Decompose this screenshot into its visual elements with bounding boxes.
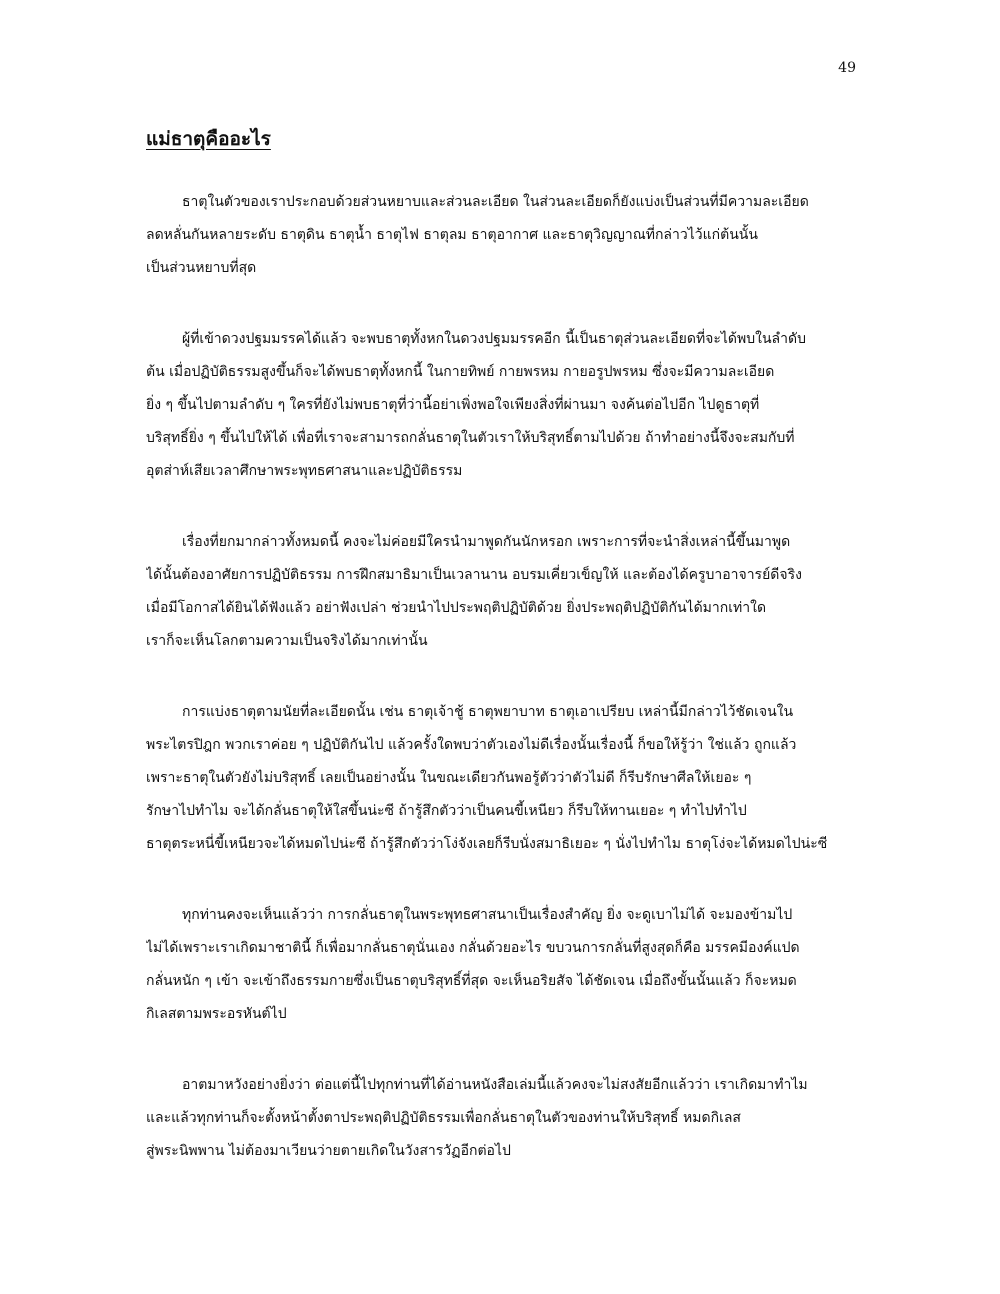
paragraph-line: กลั่นหนัก ๆ เข้า จะเข้าถึงธรรมกายซึ่งเป็นธาตุบริสุทธิ์ที่สุด จะเห็นอริยสัจ ได้ชัดเจน เมื่อถึงขั้นนั้นแล้ว ก็จะหมด [146,973,797,989]
paragraph-line: ธาตุในตัวของเราประกอบด้วยส่วนหยาบและส่วนละเอียด ในส่วนละเอียดก็ยังแบ่งเป็นส่วนที่มีความละเอียด [182,194,809,210]
paragraph-line: กิเลสตามพระอรหันต์ไป [146,1006,287,1022]
paragraph-line: ทุกท่านคงจะเห็นแล้วว่า การกลั่นธาตุในพระพุทธศาสนาเป็นเรื่องสำคัญ ยิ่ง จะดูเบาไม่ได้ จะมองข้ามไป [182,907,793,923]
paragraph-line: บริสุทธิ์ยิ่ง ๆ ขึ้นไปให้ได้ เพื่อที่เราจะสามารถกลั่นธาตุในตัวเราให้บริสุทธิ์ตามไปด้วย ถ้าทำอย่างนี้จึงจะสมกับที่ [146,430,795,446]
paragraph-line: เรื่องที่ยกมากล่าวทั้งหมดนี้ คงจะไม่ค่อยมีใครนำมาพูดกันนักหรอก เพราะการที่จะนำสิ่งเหล่านี้ขึ้นมาพูด [182,534,791,550]
paragraph-line: ได้นั้นต้องอาศัยการปฏิบัติธรรม การฝึกสมาธิมาเป็นเวลานาน อบรมเคี่ยวเข็ญให้ และต้องได้ครูบาอาจารย์ดีจริง [146,567,802,583]
paragraph-line: อาตมาหวังอย่างยิ่งว่า ต่อแต่นี้ไปทุกท่านที่ได้อ่านหนังสือเล่มนี้แล้วคงจะไม่สงสัยอีกแล้วว่า เราเกิดมาทำไม [182,1077,808,1093]
paragraph-2 [146,323,854,488]
paragraph-line: รักษาไปทำไม จะได้กลั่นธาตุให้ใสขึ้นน่ะซี ถ้ารู้สึกตัวว่าเป็นคนขี้เหนียว ก็รีบให้ทานเยอะ ๆ ทำไปทำไป [146,803,747,819]
paragraph-line: เราก็จะเห็นโลกตามความเป็นจริงได้มากเท่านั้น [146,633,428,649]
paragraph-line: พระไตรปิฎก พวกเราค่อย ๆ ปฏิบัติกันไป แล้วครั้งใดพบว่าตัวเองไม่ดีเรื่องนั้นเรื่องนี้ ก็ขอให้รู้ว่า ใช่แล้ว ถูกแล้ว [146,737,797,753]
paragraph-line: และแล้วทุกท่านก็จะตั้งหน้าตั้งตาประพฤติปฏิบัติธรรมเพื่อกลั่นธาตุในตัวของท่านให้บริสุทธิ์ หมดกิเลส [146,1110,741,1126]
paragraph-line: เพราะธาตุในตัวยังไม่บริสุทธิ์ เลยเป็นอย่างนั้น ในขณะเดียวกันพอรู้ตัวว่าตัวไม่ดี ก็รีบรักษาศีลให้เยอะ ๆ [146,770,752,786]
paragraph-line: เมื่อมีโอกาสได้ยินได้ฟังแล้ว อย่าฟังเปล่า ช่วยนำไปประพฤติปฏิบัติด้วย ยิ่งประพฤติปฏิบัติกันได้มากเท่าใด [146,600,767,616]
paragraph-line: ลดหลั่นกันหลายระดับ ธาตุดิน ธาตุน้ำ ธาตุไฟ ธาตุลม ธาตุอากาศ และธาตุวิญญาณที่กล่าวไว้แก่ต้นนั้น [146,227,758,243]
paragraph-5 [146,899,854,1031]
paragraph-line: ธาตุตระหนี่ขี้เหนียวจะได้หมดไปน่ะซี ถ้ารู้สึกตัวว่าโง่จังเลยก็รีบนั่งสมาธิเยอะ ๆ นั่งไปทำไม ธาตุโง่จะได้หมดไปน่ะซี [146,836,828,852]
paragraph-4 [146,696,854,861]
paragraph-line: การแบ่งธาตุตามนัยที่ละเอียดนั้น เช่น ธาตุเจ้าชู้ ธาตุพยาบาท ธาตุเอาเปรียบ เหล่านี้มีกล่าวไว้ชัดเจนใน [182,704,794,720]
paragraph-line: เป็นส่วนหยาบที่สุด [146,260,257,276]
page-number: 49 [838,60,856,76]
paragraph-6 [146,1069,854,1168]
paragraph-line: ผู้ที่เข้าดวงปฐมมรรคได้แล้ว จะพบธาตุทั้งหกในดวงปฐมมรรคอีก นี้เป็นธาตุส่วนละเอียดที่จะได้พบในลำดับ [182,331,806,347]
paragraph-line: ไม่ได้เพราะเราเกิดมาชาตินี้ ก็เพื่อมากลั่นธาตุนั่นเอง กลั่นด้วยอะไร ขบวนการกลั่นที่สูงสุดก็คือ มรรคมีองค์แปด [146,940,800,956]
paragraph-1 [146,186,854,285]
paragraph-line: ต้น เมื่อปฏิบัติธรรมสูงขึ้นก็จะได้พบธาตุทั้งหกนี้ ในกายทิพย์ กายพรหม กายอรูปพรหม ซึ่งจะมีความละเอียด [146,364,775,380]
paragraph-line: ยิ่ง ๆ ขึ้นไปตามลำดับ ๆ ใครที่ยังไม่พบธาตุที่ว่านี้อย่าเพิ่งพอใจเพียงสิ่งที่ผ่านมา จงค้นต่อไปอีก ไปดูธาตุที่ [146,397,760,413]
body-text [146,186,854,1206]
paragraph-line: อุตส่าห์เสียเวลาศึกษาพระพุทธศาสนาและปฏิบัติธรรม [146,463,463,479]
paragraph-3 [146,526,854,658]
paragraph-line: สู่พระนิพพาน ไม่ต้องมาเวียนว่ายตายเกิดในวังสารวัฏอีกต่อไป [146,1143,511,1159]
page-title: แม่ธาตุคืออะไร [146,128,271,150]
